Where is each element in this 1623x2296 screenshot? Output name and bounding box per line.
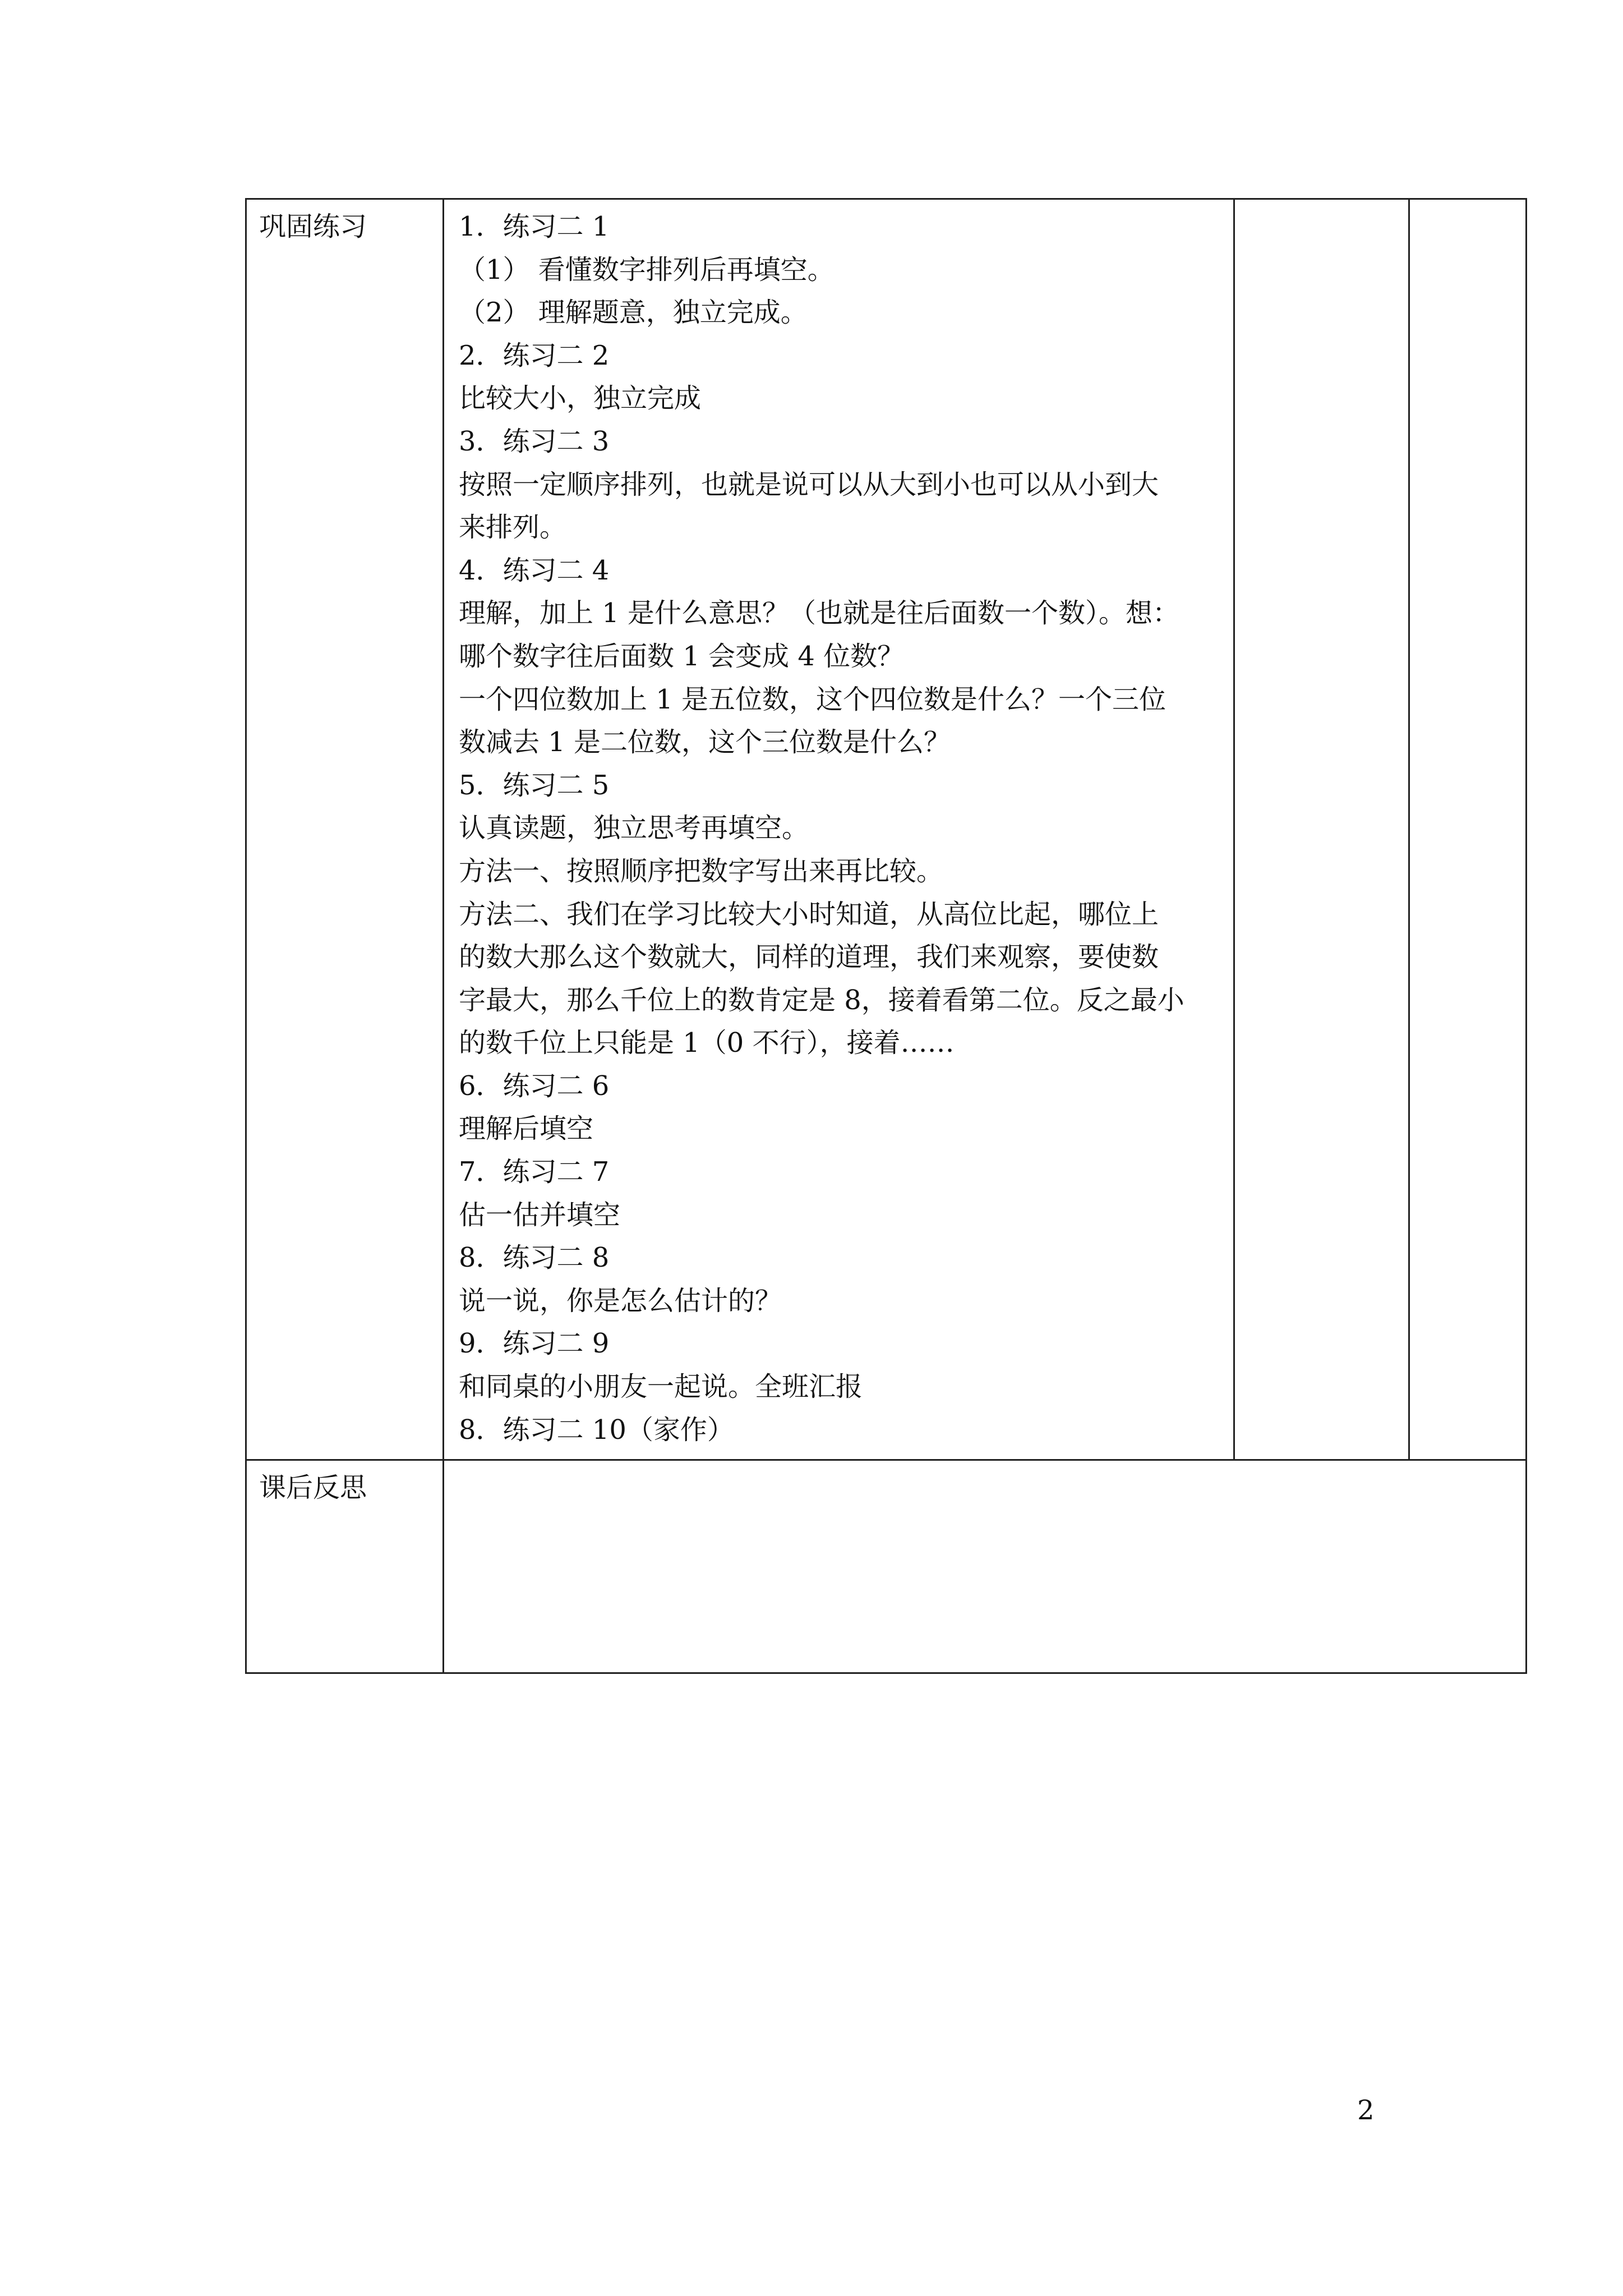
lesson-plan-table [245, 198, 1527, 1674]
practice-label: 巩固练习 [259, 211, 367, 242]
practice-label-cell [246, 199, 444, 1460]
practice-line: 6．练习二 6 [459, 1070, 610, 1102]
practice-line: 估一估并填空 [459, 1199, 621, 1231]
practice-line: 说一说，你是怎么估计的？ [459, 1285, 782, 1317]
practice-line: 2．练习二 2 [459, 339, 610, 371]
practice-content-cell [444, 199, 1234, 1460]
practice-line: 8．练习二 10（家作） [459, 1414, 734, 1446]
reflection-row [246, 1460, 1527, 1673]
practice-line: 比较大小，独立完成 [459, 383, 702, 415]
practice-row [246, 199, 1527, 1460]
practice-line: 来排列。 [459, 512, 567, 544]
practice-line: 字最大，那么千位上的数肯定是 8，接着看第二位。反之最小 [459, 984, 1184, 1016]
practice-line: 按照一定顺序排列，也就是说可以从大到小也可以从小到大 [459, 468, 1159, 500]
practice-line: 和同桌的小朋友一起说。全班汇报 [459, 1371, 863, 1403]
practice-line: 理解，加上 1 是什么意思？（也就是往后面数一个数）。想： [459, 597, 1180, 629]
reflection-content-cell [444, 1460, 1527, 1673]
practice-blank-cell-1 [1234, 199, 1409, 1460]
practice-line: （1） 看懂数字排列后再填空。 [459, 254, 834, 286]
practice-line: 9．练习二 9 [459, 1328, 610, 1360]
practice-line: 方法二、我们在学习比较大小时知道，从高位比起，哪位上 [459, 898, 1159, 930]
practice-line: 哪个数字往后面数 1 会变成 4 位数？ [459, 640, 905, 672]
practice-line: 3．练习二 3 [459, 425, 610, 457]
practice-line: 理解后填空 [459, 1113, 594, 1145]
practice-line: 方法一、按照顺序把数字写出来再比较。 [459, 855, 944, 887]
practice-line: 的数千位上只能是 1（0 不行），接着…… [459, 1027, 955, 1059]
reflection-label: 课后反思 [259, 1472, 367, 1503]
practice-line: 一个四位数加上 1 是五位数，这个四位数是什么？一个三位 [459, 683, 1166, 715]
practice-line: 的数大那么这个数就大，同样的道理，我们来观察，要使数 [459, 941, 1159, 973]
practice-line: 7．练习二 7 [459, 1156, 610, 1188]
practice-line: 5．练习二 5 [459, 769, 610, 801]
page-number: 2 [1357, 2095, 1375, 2126]
practice-line: 数减去 1 是二位数，这个三位数是什么？ [459, 726, 951, 758]
practice-line: 认真读题，独立思考再填空。 [459, 812, 809, 844]
reflection-label-cell [246, 1460, 444, 1673]
practice-line: 1．练习二 1 [459, 211, 610, 242]
practice-line: （2） 理解题意，独立完成。 [459, 297, 808, 329]
practice-line: 8．练习二 8 [459, 1242, 610, 1274]
practice-line: 4．练习二 4 [459, 554, 610, 586]
practice-blank-cell-2 [1409, 199, 1527, 1460]
